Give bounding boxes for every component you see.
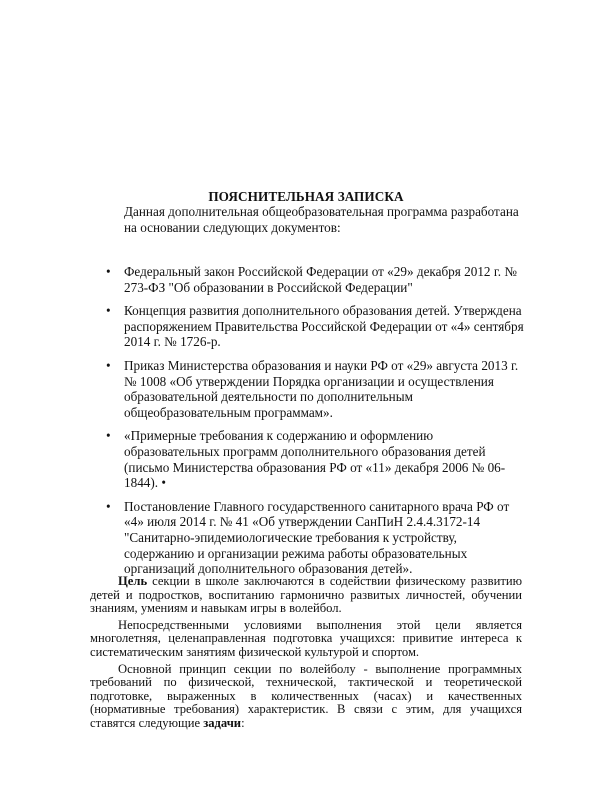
intro-paragraph: Данная дополнительная общеобразовательная программа разработана на основании следующих документов: <box>124 204 519 235</box>
bullet-icon: • <box>106 428 111 444</box>
document-item-text: «Примерные требования к содержанию и оформлению образовательных программ дополнительного образования детей (письмо Министерства образования РФ от «11» декабря 2006 № 06-1844). • <box>124 428 506 491</box>
bullet-icon: • <box>106 264 111 279</box>
page-title: ПОЯСНИТЕЛЬНАЯ ЗАПИСКА <box>208 189 404 204</box>
principle-paragraph <box>90 663 522 731</box>
document-item-text: Постановление Главного государственного санитарного врача РФ от «4» июля 2014 г. № 41 «Об утверждении СанПиН 2.4.4.3172-14 "Санитарно-эпидемиологические требования к устройству, содержанию и организации режима работы образовательных организаций дополнительного образования детей». <box>124 498 510 577</box>
tasks-label: задачи <box>203 715 242 730</box>
list-item <box>106 358 526 420</box>
bullet-icon: • <box>106 303 111 319</box>
goal-text: секции в школе заключаются в содействии физическому развитию детей и подростков, воспитанию гармонично развитых личностей, обучении знаниям, умениям и навыкам игры в волейбол. <box>90 574 522 616</box>
list-item <box>106 428 526 490</box>
list-item <box>106 303 526 350</box>
document-item-text: Концепция развития дополнительного образования детей. Утверждена распоряжением Правительства Российской Федерации от «4» сентября 2014 г. № 1726-р. <box>124 303 524 350</box>
list-item <box>106 499 526 577</box>
principle-tail: : <box>241 715 245 730</box>
conditions-paragraph: Непосредственными условиями выполнения этой цели является многолетняя, целенаправленная подготовка учащихся: привитие интереса к систематическим занятиям физической культурой и спортом. <box>90 617 522 659</box>
document-item-text: Приказ Министерства образования и науки РФ от «29» августа 2013 г. № 1008 «Об утверждении Порядка организации и осуществления образовательной деятельности по дополнительным общеобразовательным программам». <box>124 357 519 420</box>
list-item <box>106 264 526 295</box>
bullet-icon: • <box>106 498 111 514</box>
bullet-icon: • <box>106 357 111 373</box>
documents-list <box>106 264 526 585</box>
body-text <box>90 575 522 734</box>
document-item-text: Федеральный закон Российской Федерации от «29» декабря 2012 г. № 273-ФЗ "Об образовании в Российской Федерации" <box>124 264 517 295</box>
goal-paragraph <box>90 575 522 616</box>
principle-text: Основной принцип секции по волейболу - выполнение программных требований по физической, технической, тактической и теоретической подготовке, выраженных в количественных (часах) и качественных (нормативные требования) характеристик. В связи с этим, для учащихся ставятся следующие <box>90 661 522 730</box>
goal-label: Цель <box>118 574 148 588</box>
